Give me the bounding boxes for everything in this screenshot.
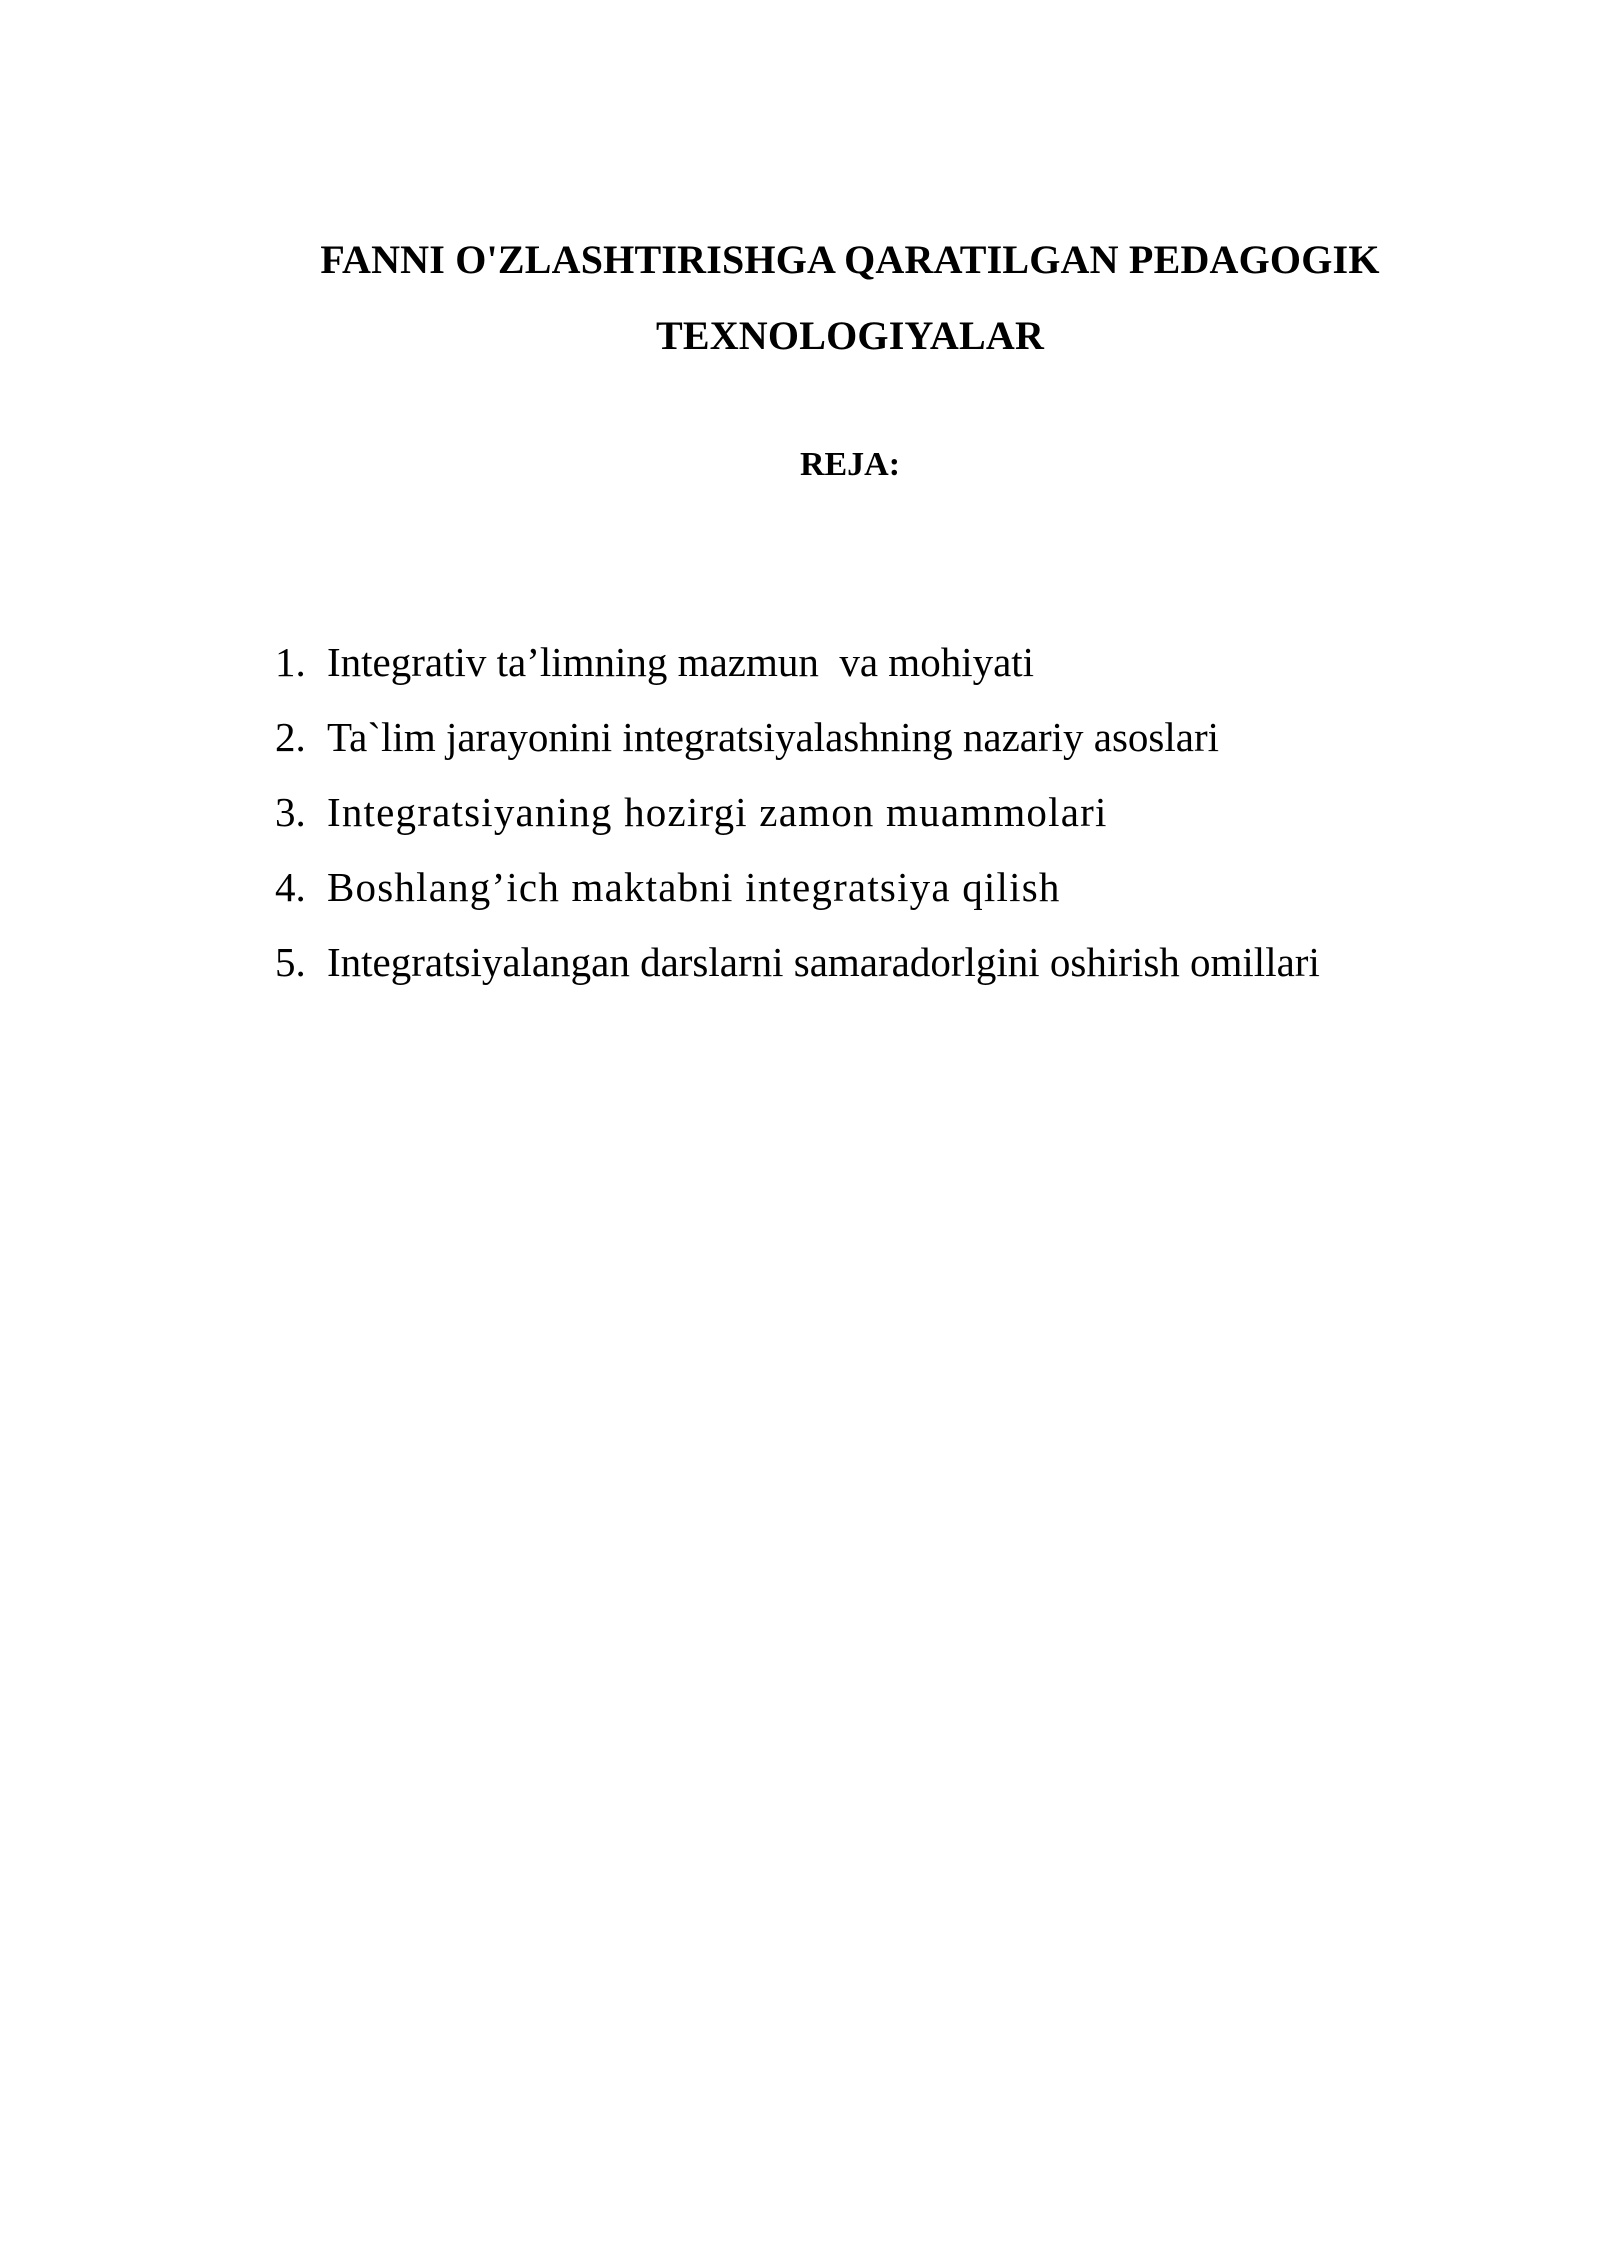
plan-item-3 [275, 782, 1425, 857]
plan-item-text: Boshlang’ich maktabni integratsiya qilish [327, 864, 1061, 910]
plan-item-1 [275, 632, 1425, 707]
plan-item-number: 4. [275, 864, 306, 910]
plan-item-number: 2. [275, 714, 306, 760]
plan-item-text: Ta`lim jarayonini integratsiyalashning nazariy asoslari [327, 714, 1220, 760]
document-title [250, 222, 1450, 374]
plan-item-text: Integrativ ta’limning mazmun va mohiyati [327, 639, 1035, 685]
plan-item-number: 1. [275, 639, 306, 685]
plan-heading: REJA: [799, 446, 901, 483]
plan-item-number: 5. [275, 939, 306, 985]
plan-item-text: Integratsiyalangan darslarni samaradorlgini oshirish omillari [327, 939, 1320, 985]
plan-item-5 [275, 932, 1425, 1007]
plan-item-text: Integratsiyaning hozirgi zamon muammolari [327, 789, 1108, 835]
title-line-1: FANNI O'ZLASHTIRISHGA QARATILGAN PEDAGOGIK [320, 237, 1380, 282]
plan-item-4 [275, 857, 1425, 932]
plan-item-2 [275, 707, 1425, 782]
plan-list [275, 632, 1425, 1007]
title-line-2: TEXNOLOGIYALAR [655, 313, 1045, 358]
plan-item-number: 3. [275, 789, 306, 835]
